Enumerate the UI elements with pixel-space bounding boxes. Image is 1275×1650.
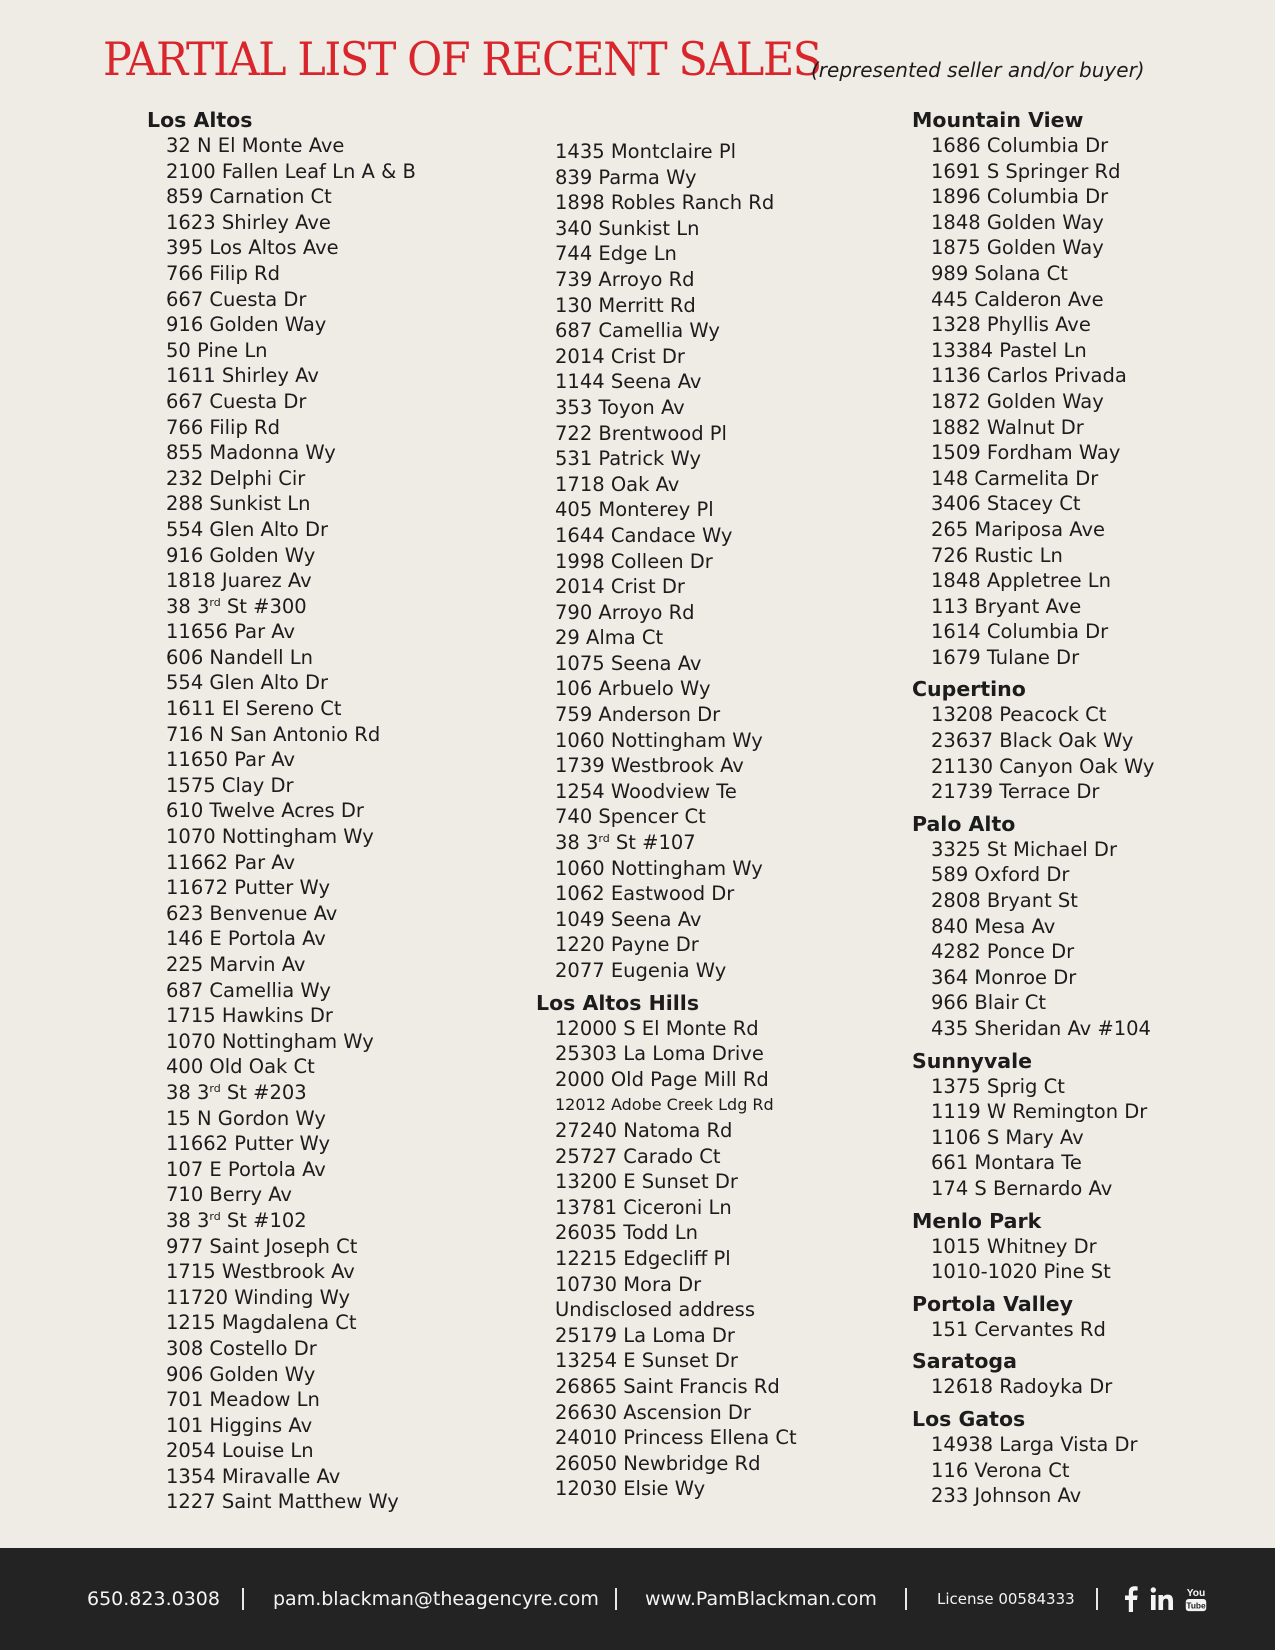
address-item: 233 Johnson Av xyxy=(931,1484,1082,1508)
address-item: 26050 Newbridge Rd xyxy=(555,1451,761,1475)
address-list xyxy=(912,1074,1154,1202)
address-item: 1075 Seena Av xyxy=(555,651,702,675)
address-item: 1060 Nottingham Wy xyxy=(555,856,763,880)
city-heading: Menlo Park xyxy=(912,1208,1042,1233)
city-section xyxy=(147,108,416,1515)
address-item: 1375 Sprig Ct xyxy=(931,1074,1065,1098)
address-item: 766 Filip Rd xyxy=(166,415,280,439)
address-item: 667 Cuesta Dr xyxy=(166,287,307,311)
address-item: 106 Arbuelo Wy xyxy=(555,677,711,701)
address-item: 113 Bryant Ave xyxy=(931,594,1082,618)
address-item: 101 Higgins Av xyxy=(166,1413,313,1437)
address-item: 308 Costello Dr xyxy=(166,1336,317,1360)
address-item: 1623 Shirley Ave xyxy=(166,210,331,234)
city-heading: Palo Alto xyxy=(912,811,1016,836)
city-heading: Cupertino xyxy=(912,677,1026,702)
address-item: 395 Los Altos Ave xyxy=(166,236,339,260)
address-item: 1872 Golden Way xyxy=(931,389,1104,413)
address-item: 589 Oxford Dr xyxy=(931,863,1070,887)
page-subtitle: (represented seller and/or buyer) xyxy=(811,58,1145,82)
city-section xyxy=(536,991,797,1502)
address-item: 710 Berry Av xyxy=(166,1183,292,1207)
address-item: 623 Benvenue Av xyxy=(166,901,338,925)
address-item: 1328 Phyllis Ave xyxy=(931,313,1091,337)
city-heading: Sunnyvale xyxy=(912,1048,1033,1073)
address-item: 1575 Clay Dr xyxy=(166,773,294,797)
address-list xyxy=(912,1374,1154,1400)
address-item: 116 Verona Ct xyxy=(931,1458,1070,1482)
address-list xyxy=(536,139,797,984)
address-item: 26035 Todd Ln xyxy=(555,1221,698,1245)
address-item: 2000 Old Page Mill Rd xyxy=(555,1067,769,1091)
address-item: 107 E Portola Av xyxy=(166,1157,326,1181)
address-item: 435 Sheridan Av #104 xyxy=(931,1017,1151,1040)
svg-text:You: You xyxy=(1186,1588,1206,1600)
address-item: 855 Madonna Wy xyxy=(166,441,336,465)
city-heading: Saratoga xyxy=(912,1349,1017,1374)
sales-column-2 xyxy=(536,139,797,1509)
address-item: 13208 Peacock Ct xyxy=(931,703,1107,727)
address-item: 400 Old Oak Ct xyxy=(166,1055,315,1079)
address-item: 225 Marvin Av xyxy=(166,953,306,976)
footer-divider xyxy=(615,1588,617,1610)
address-item: 146 E Portola Av xyxy=(166,927,326,951)
city-heading: Los Altos Hills xyxy=(536,990,700,1015)
address-item: 840 Mesa Av xyxy=(931,914,1056,938)
address-item: 1718 Oak Av xyxy=(555,472,680,496)
address-item: 12618 Radoyka Dr xyxy=(931,1375,1113,1399)
linkedin-icon[interactable] xyxy=(1150,1586,1174,1612)
address-item: 23637 Black Oak Wy xyxy=(931,729,1134,753)
address-item: 1882 Walnut Dr xyxy=(931,415,1084,439)
city-section xyxy=(912,677,1154,804)
address-item: 916 Golden Wy xyxy=(166,543,316,567)
address-item: 3406 Stacey Ct xyxy=(931,492,1081,516)
address-item: 13384 Pastel Ln xyxy=(931,338,1087,362)
sales-column-3 xyxy=(912,108,1154,1516)
address-item: 1691 S Springer Rd xyxy=(931,159,1121,183)
address-item: 25727 Carado Ct xyxy=(555,1144,721,1168)
address-item: 11672 Putter Wy xyxy=(166,876,330,900)
address-item: 1227 Saint Matthew Wy xyxy=(166,1490,399,1514)
address-list xyxy=(912,1234,1154,1285)
address-item: 12030 Elsie Wy xyxy=(555,1477,706,1501)
youtube-icon[interactable] xyxy=(1184,1586,1208,1612)
address-item: 151 Cervantes Rd xyxy=(931,1317,1106,1341)
address-item: 701 Meadow Ln xyxy=(166,1388,320,1412)
address-item: 1509 Fordham Way xyxy=(931,441,1121,465)
address-item: 1818 Juarez Av xyxy=(166,569,312,593)
address-item: 288 Sunkist Ln xyxy=(166,492,311,516)
address-item: 1896 Columbia Dr xyxy=(931,185,1109,209)
address-item: 610 Twelve Acres Dr xyxy=(166,799,364,823)
address-item: 1354 Miravalle Av xyxy=(166,1464,341,1488)
address-item: 38 3rd St #300 xyxy=(166,594,307,618)
address-item: 1220 Payne Dr xyxy=(555,933,699,957)
address-item: 11650 Par Av xyxy=(166,748,296,772)
address-item: 232 Delphi Cir xyxy=(166,466,306,490)
address-item: 722 Brentwood Pl xyxy=(555,421,727,445)
city-heading: Portola Valley xyxy=(912,1291,1073,1316)
address-list xyxy=(912,1432,1154,1509)
address-item: 554 Glen Alto Dr xyxy=(166,517,329,541)
address-item: 1715 Westbrook Av xyxy=(166,1260,355,1284)
footer-divider xyxy=(242,1588,244,1610)
address-item: 1644 Candace Wy xyxy=(555,523,733,547)
address-item: 740 Spencer Ct xyxy=(555,805,706,829)
address-item: 989 Solana Ct xyxy=(931,261,1068,285)
address-item: 11662 Putter Wy xyxy=(166,1132,330,1156)
address-item: 2014 Crist Dr xyxy=(555,344,685,368)
address-item: 2100 Fallen Leaf Ln A & B xyxy=(166,159,416,183)
address-item: 1254 Woodview Te xyxy=(555,779,737,803)
address-item: 38 3rd St #107 xyxy=(555,831,696,855)
address-list xyxy=(912,702,1154,804)
address-item: 1715 Hawkins Dr xyxy=(166,1004,333,1028)
address-item: 2014 Crist Dr xyxy=(555,575,685,599)
city-heading: Mountain View xyxy=(912,108,1084,132)
address-item: 744 Edge Ln xyxy=(555,242,677,266)
address-item: Undisclosed address xyxy=(555,1298,755,1322)
address-item: 2054 Louise Ln xyxy=(166,1439,314,1463)
address-item: 15 N Gordon Wy xyxy=(166,1106,326,1130)
address-item: 174 S Bernardo Av xyxy=(931,1176,1113,1200)
address-item: 766 Filip Rd xyxy=(166,261,280,285)
address-item: 1015 Whitney Dr xyxy=(931,1234,1097,1258)
city-section-continued xyxy=(536,139,797,984)
address-item: 265 Mariposa Ave xyxy=(931,517,1105,541)
website-link[interactable]: www.PamBlackman.com xyxy=(645,1588,877,1610)
address-item: 2077 Eugenia Wy xyxy=(555,959,727,982)
address-item: 1875 Golden Way xyxy=(931,236,1104,260)
page-header xyxy=(103,32,1145,86)
address-item: 716 N San Antonio Rd xyxy=(166,722,381,746)
city-heading: Los Gatos xyxy=(912,1406,1026,1431)
address-item: 13254 E Sunset Dr xyxy=(555,1349,738,1373)
address-item: 906 Golden Wy xyxy=(166,1362,316,1386)
address-item: 38 3rd St #203 xyxy=(166,1080,307,1104)
address-item: 1070 Nottingham Wy xyxy=(166,1029,374,1053)
address-item: 661 Montara Te xyxy=(931,1151,1082,1175)
address-item: 1435 Montclaire Pl xyxy=(555,140,737,163)
address-item: 1106 S Mary Av xyxy=(931,1125,1084,1149)
address-item: 12000 S El Monte Rd xyxy=(555,1016,759,1040)
address-item: 353 Toyon Av xyxy=(555,395,685,419)
address-item: 26630 Ascension Dr xyxy=(555,1400,751,1424)
address-item: 759 Anderson Dr xyxy=(555,703,721,727)
address-item: 531 Patrick Wy xyxy=(555,447,702,471)
address-item: 1062 Eastwood Dr xyxy=(555,882,735,906)
address-list xyxy=(912,1317,1154,1343)
address-item: 1998 Colleen Dr xyxy=(555,549,713,573)
address-item: 13200 E Sunset Dr xyxy=(555,1170,738,1194)
city-heading: Los Altos xyxy=(147,108,253,132)
address-item: 554 Glen Alto Dr xyxy=(166,671,329,695)
address-item: 445 Calderon Ave xyxy=(931,287,1104,311)
city-section xyxy=(912,1407,1154,1509)
address-item: 10730 Mora Dr xyxy=(555,1272,702,1296)
address-item: 25303 La Loma Drive xyxy=(555,1042,764,1066)
footer-bar xyxy=(0,1548,1275,1650)
address-item: 25179 La Loma Dr xyxy=(555,1323,735,1347)
address-list xyxy=(912,837,1154,1042)
address-item: 29 Alma Ct xyxy=(555,626,664,650)
address-item: 916 Golden Way xyxy=(166,313,327,337)
address-item: 839 Parma Wy xyxy=(555,165,697,189)
address-item: 14938 Larga Vista Dr xyxy=(931,1432,1138,1456)
address-item: 1119 W Remington Dr xyxy=(931,1100,1148,1124)
address-list xyxy=(147,133,416,1515)
city-section xyxy=(912,108,1154,670)
address-item: 12215 Edgecliff Pl xyxy=(555,1246,731,1270)
address-item: 726 Rustic Ln xyxy=(931,543,1063,567)
address-item: 405 Monterey Pl xyxy=(555,498,714,522)
address-item: 687 Camellia Wy xyxy=(555,319,720,343)
address-item: 4282 Ponce Dr xyxy=(931,940,1075,964)
address-item: 3325 St Michael Dr xyxy=(931,837,1117,861)
address-item: 1614 Columbia Dr xyxy=(931,620,1109,644)
address-item: 1010-1020 Pine St xyxy=(931,1260,1111,1284)
address-item: 11656 Par Av xyxy=(166,620,296,644)
address-item: 2808 Bryant St xyxy=(931,889,1078,913)
address-item: 1611 El Sereno Ct xyxy=(166,697,342,721)
address-item: 12012 Adobe Creek Ldg Rd xyxy=(555,1095,774,1115)
address-item: 13781 Ciceroni Ln xyxy=(555,1195,732,1219)
address-item: 739 Arroyo Rd xyxy=(555,267,695,291)
address-list xyxy=(536,1016,797,1502)
address-item: 26865 Saint Francis Rd xyxy=(555,1374,780,1398)
address-list xyxy=(912,133,1154,670)
address-item: 977 Saint Joseph Ct xyxy=(166,1234,358,1258)
license-number: License 00584333 xyxy=(937,1590,1075,1608)
address-item: 687 Camellia Wy xyxy=(166,978,331,1002)
email-link[interactable]: pam.blackman@theagencyre.com xyxy=(273,1588,599,1610)
footer-divider xyxy=(1096,1588,1098,1610)
address-item: 1848 Appletree Ln xyxy=(931,569,1111,593)
address-item: 27240 Natoma Rd xyxy=(555,1118,733,1142)
address-item: 1611 Shirley Av xyxy=(166,364,319,388)
address-item: 364 Monroe Dr xyxy=(931,965,1077,989)
address-item: 790 Arroyo Rd xyxy=(555,600,695,624)
phone-number[interactable]: 650.823.0308 xyxy=(87,1588,220,1610)
address-item: 1898 Robles Ranch Rd xyxy=(555,191,775,215)
address-item: 1686 Columbia Dr xyxy=(931,134,1109,157)
address-item: 50 Pine Ln xyxy=(166,338,268,362)
address-item: 11720 Winding Wy xyxy=(166,1285,351,1309)
city-section xyxy=(912,812,1154,1042)
svg-text:Tube: Tube xyxy=(1186,1600,1206,1611)
address-item: 21739 Terrace Dr xyxy=(931,780,1100,804)
address-item: 1848 Golden Way xyxy=(931,210,1104,234)
address-item: 1060 Nottingham Wy xyxy=(555,728,763,752)
address-item: 1679 Tulane Dr xyxy=(931,645,1080,669)
address-item: 148 Carmelita Dr xyxy=(931,466,1099,490)
address-item: 130 Merritt Rd xyxy=(555,293,696,317)
address-item: 1136 Carlos Privada xyxy=(931,364,1127,388)
address-item: 32 N El Monte Ave xyxy=(166,134,345,157)
address-item: 1070 Nottingham Wy xyxy=(166,825,374,849)
city-section xyxy=(912,1349,1154,1400)
footer-divider xyxy=(905,1588,907,1610)
address-item: 1049 Seena Av xyxy=(555,907,702,931)
address-item: 11662 Par Av xyxy=(166,850,296,874)
address-item: 606 Nandell Ln xyxy=(166,645,313,669)
city-section xyxy=(912,1209,1154,1285)
address-item: 859 Carnation Ct xyxy=(166,185,332,209)
address-item: 966 Blair Ct xyxy=(931,991,1047,1015)
address-item: 24010 Princess Ellena Ct xyxy=(555,1426,797,1450)
facebook-icon[interactable] xyxy=(1124,1586,1138,1612)
address-item: 667 Cuesta Dr xyxy=(166,389,307,413)
address-item: 21130 Canyon Oak Wy xyxy=(931,754,1155,778)
address-item: 340 Sunkist Ln xyxy=(555,216,700,240)
city-section xyxy=(912,1292,1154,1343)
city-section xyxy=(912,1049,1154,1202)
address-item: 38 3rd St #102 xyxy=(166,1208,307,1232)
page-title: PARTIAL LIST OF RECENT SALES xyxy=(103,32,821,86)
address-item: 1144 Seena Av xyxy=(555,370,702,394)
address-item: 1739 Westbrook Av xyxy=(555,754,744,778)
address-item: 1215 Magdalena Ct xyxy=(166,1311,357,1335)
sales-column-1 xyxy=(147,108,416,1522)
